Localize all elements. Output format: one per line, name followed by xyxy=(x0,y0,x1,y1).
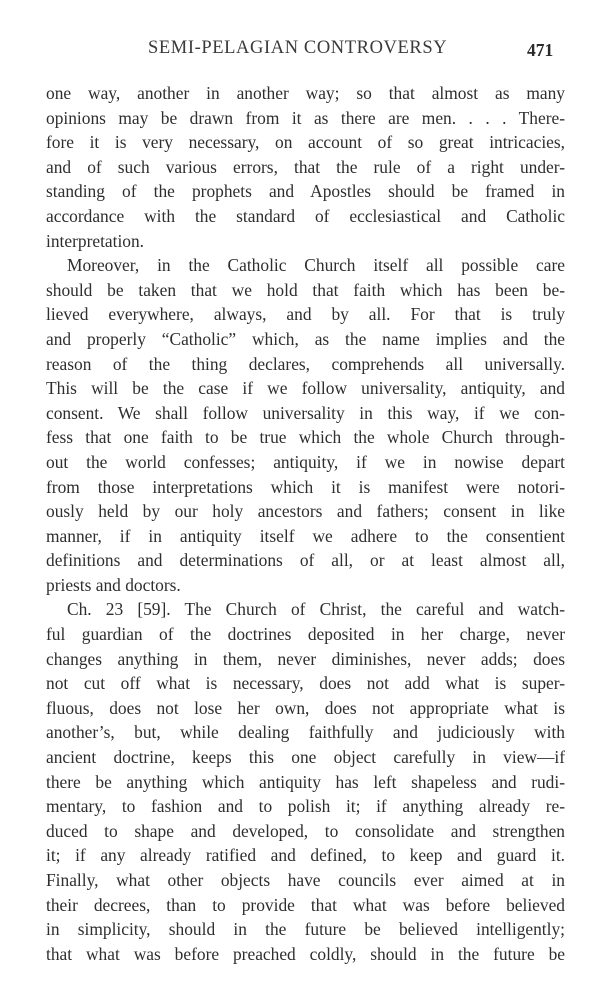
running-title: SEMI-PELAGIAN CONTROVERSY xyxy=(148,38,448,58)
text-line: another’s, but, while dealing faithfully and judiciously with xyxy=(46,722,565,743)
text-line: Finally, what other objects have councils ever aimed at in xyxy=(46,870,565,890)
text-line: it; if any already ratified and defined, to keep and guard it. xyxy=(46,845,565,866)
text-line: This will be the case if we follow universality, antiquity, and xyxy=(46,378,565,399)
text-line: manner, if in antiquity itself we adhere to the consentient xyxy=(46,525,565,546)
text-line: interpretation. xyxy=(46,230,145,251)
text-line: Moreover, in the Catholic Church itself all possible care xyxy=(67,255,565,276)
text-line: definitions and determinations of all, or at least almost all, xyxy=(46,550,565,571)
text-line: Ch. 23 [59]. The Church of Christ, the careful and watch- xyxy=(67,599,565,620)
page-header xyxy=(0,38,607,66)
text-line: out the world confesses; antiquity, if we in nowise depart xyxy=(46,451,565,472)
text-line: there be anything which antiquity has left shapeless and rudi- xyxy=(46,771,565,792)
text-line: standing of the prophets and Apostles should be framed in xyxy=(46,181,565,202)
text-line: not cut off what is necessary, does not add what is super- xyxy=(46,673,565,694)
text-line: lieved everywhere, always, and by all. For that is truly xyxy=(46,304,565,325)
text-line: ously held by our holy ancestors and fathers; consent in like xyxy=(46,501,565,522)
text-line: duced to shape and developed, to consolidate and strengthen xyxy=(46,820,565,841)
text-line: and properly “Catholic” which, as the name implies and the xyxy=(46,328,565,349)
text-line: fess that one faith to be true which the whole Church through- xyxy=(46,427,565,448)
text-line: that what was before preached coldly, should in the future be xyxy=(46,943,565,964)
text-line: in simplicity, should in the future be believed intelligently; xyxy=(46,919,565,940)
text-line: one way, another in another way; so that almost as many xyxy=(46,83,565,103)
text-line: ancient doctrine, keeps this one object carefully in view—if xyxy=(46,747,565,768)
text-line: ful guardian of the doctrines deposited in her charge, never xyxy=(46,624,565,645)
text-line: reason of the thing declares, comprehends all universally. xyxy=(46,353,565,374)
text-line: opinions may be drawn from it as there are men. . . . There- xyxy=(46,107,565,128)
paragraph xyxy=(46,597,565,966)
text-line: fore it is very necessary, on account of so great intricacies, xyxy=(46,132,565,153)
text-line: fluous, does not lose her own, does not appropriate what is xyxy=(46,697,565,718)
text-line: mentary, to fashion and to polish it; if anything already re- xyxy=(46,796,565,817)
text-line: consent. We shall follow universality in this way, if we con- xyxy=(46,402,565,423)
page-body xyxy=(46,81,565,966)
text-line: changes anything in them, never diminishes, never adds; does xyxy=(46,648,565,669)
text-line: priests and doctors. xyxy=(46,574,181,595)
paragraph xyxy=(46,253,565,597)
text-line: and of such various errors, that the rule of a right under- xyxy=(46,156,565,177)
text-line: their decrees, than to provide that what was before believed xyxy=(46,894,565,915)
text-line: from those interpretations which it is manifest were notori- xyxy=(46,476,565,497)
text-line: accordance with the standard of ecclesiastical and Catholic xyxy=(46,205,565,226)
page-number: 471 xyxy=(527,40,554,60)
paragraph xyxy=(46,81,565,253)
text-line: should be taken that we hold that faith which has been be- xyxy=(46,279,565,300)
